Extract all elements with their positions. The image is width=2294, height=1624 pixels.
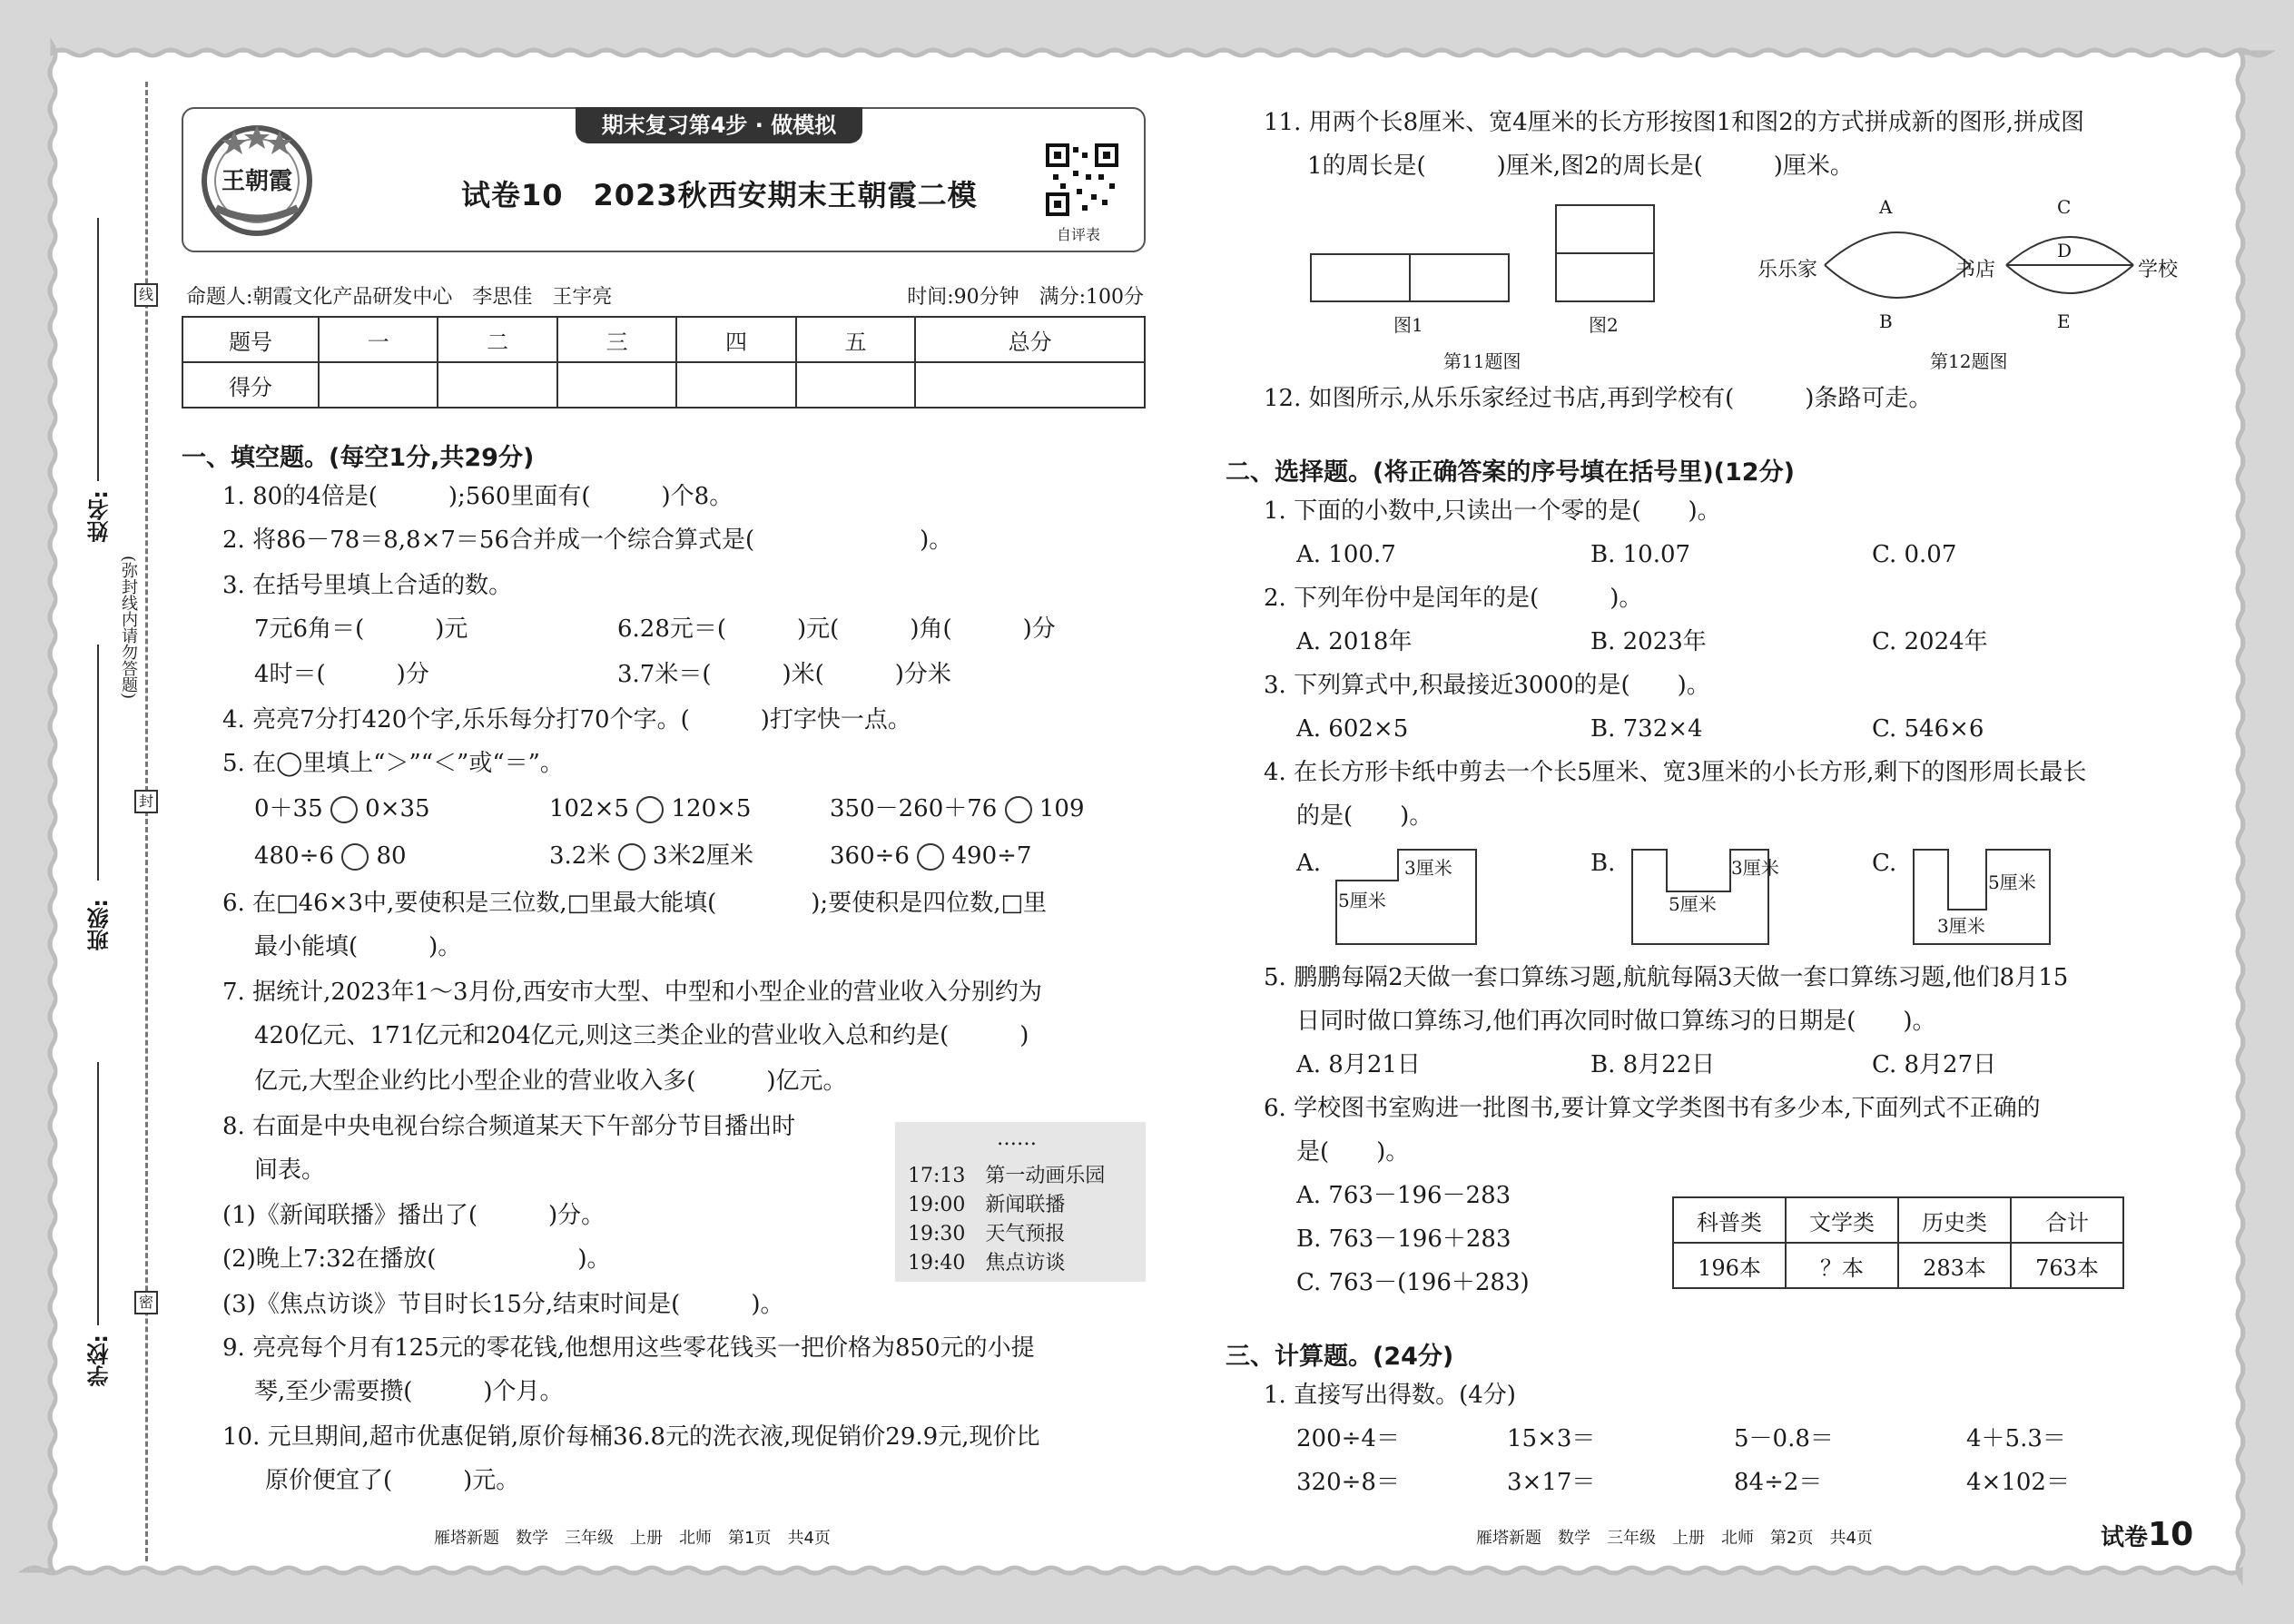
class-label: 班级:	[87, 899, 113, 951]
question-7a: 7. 据统计,2023年1～3月份,西安市大型、中型和小型企业的营业收入分别约为	[222, 979, 1042, 1006]
map-home: 乐乐家	[1757, 259, 1818, 281]
schedule-time: 19:00	[908, 1194, 966, 1216]
score-header: 五	[796, 317, 915, 362]
choice-6b: 是( )。	[1296, 1138, 1410, 1166]
books-value: 196本	[1673, 1243, 1786, 1288]
calc-item: 15×3＝	[1507, 1425, 1596, 1452]
choice-6-option-b[interactable]: B. 763－196＋283	[1296, 1225, 1511, 1253]
books-header: 合计	[2011, 1197, 2123, 1243]
header-tab: 期末复习第4步 · 做模拟	[576, 107, 862, 143]
schedule-name: 焦点访谈	[985, 1252, 1066, 1275]
score-row-label: 得分	[182, 362, 319, 408]
question-6b: 最小能填( )。	[254, 933, 462, 960]
choice-4-option-c[interactable]: C.	[1872, 850, 1897, 877]
qr-code-icon[interactable]	[1046, 143, 1118, 216]
paper-number	[2101, 1516, 2193, 1553]
schedule-row	[908, 1189, 1065, 1217]
question-11a: 11. 用两个长8厘米、宽4厘米的长方形按图1和图2的方式拼成新的图形,拼成图	[1264, 109, 2085, 136]
books-header: 文学类	[1786, 1197, 1898, 1243]
choice-4a: 4. 在长方形卡纸中剪去一个长5厘米、宽3厘米的小长方形,剩下的图形周长最长	[1264, 759, 2087, 786]
question-3: 3. 在括号里填上合适的数。	[222, 572, 513, 599]
schedule-time: 19:30	[908, 1223, 966, 1245]
map-e: E	[2057, 310, 2071, 332]
compare-left: 102×5	[549, 795, 629, 822]
question-12: 12. 如图所示,从乐乐家经过书店,再到学校有( )条路可走。	[1264, 385, 1933, 412]
footer-left: 雁塔新题 数学 三年级 上册 北师 第1页 共4页	[434, 1529, 831, 1548]
binding-mark-seal: 封	[134, 790, 158, 813]
schedule-row	[908, 1218, 1065, 1246]
shape-c-label-5: 5厘米	[1988, 871, 2036, 893]
question-10b: 原价便宜了( )元。	[265, 1467, 520, 1494]
choice-5-option-c[interactable]: C. 8月27日	[1872, 1051, 1997, 1078]
compare-right: 109	[1039, 795, 1085, 822]
question-3c: 4时＝( )分	[254, 661, 429, 688]
compare-circle[interactable]	[341, 843, 369, 871]
figure-11	[1307, 202, 1816, 383]
choice-4-option-a[interactable]: A.	[1296, 850, 1322, 877]
shape-a-label-5: 5厘米	[1338, 890, 1386, 911]
fig12-caption: 第12题图	[1930, 350, 2008, 372]
compare-3	[830, 795, 1085, 823]
choice-5-option-b[interactable]: B. 8月22日	[1590, 1051, 1716, 1078]
compare-circle[interactable]	[1005, 796, 1032, 823]
calc-item: 84÷2＝	[1734, 1469, 1823, 1496]
choice-2a[interactable]: A. 2018年	[1296, 628, 1413, 655]
calc-item: 3×17＝	[1507, 1469, 1596, 1496]
authors: 命题人:朝霞文化产品研发中心 李思佳 王宇亮	[186, 286, 613, 309]
calc-item: 320÷8＝	[1296, 1469, 1400, 1496]
choice-6a: 6. 学校图书室购进一批图书,要计算文学类图书有多少本,下面列式不正确的	[1264, 1095, 2041, 1122]
figure-12-paths-2	[1997, 200, 2161, 327]
class-field-line[interactable]	[97, 645, 99, 881]
schedule-name: 第一动画乐园	[985, 1165, 1106, 1187]
binding-mark-line: 线	[134, 283, 158, 307]
calc-instruction: 1. 直接写出得数。(4分)	[1264, 1382, 1516, 1409]
score-cell[interactable]	[915, 362, 1145, 408]
choice-1c[interactable]: C. 0.07	[1872, 541, 1957, 568]
map-c: C	[2057, 196, 2072, 218]
choice-3a[interactable]: A. 602×5	[1296, 715, 1409, 743]
question-9a: 9. 亮亮每个月有125元的零花钱,他想用这些零花钱买一把价格为850元的小提	[222, 1334, 1035, 1362]
compare-6	[830, 842, 1031, 871]
score-cell[interactable]	[557, 362, 676, 408]
choice-6-option-c[interactable]: C. 763－(196＋283)	[1296, 1269, 1530, 1296]
schedule-name: 天气预报	[985, 1223, 1066, 1245]
compare-4	[254, 842, 407, 871]
compare-right: 80	[376, 842, 407, 870]
section-3-title: 三、计算题。(24分)	[1226, 1343, 1454, 1371]
paper-label: 试卷	[2101, 1524, 2149, 1551]
question-5: 5. 在◯里填上“＞”“＜”或“＝”。	[222, 750, 564, 777]
books-table	[1672, 1196, 2124, 1289]
school-field-line[interactable]	[97, 1062, 99, 1325]
header-box	[182, 107, 1146, 252]
program-schedule	[895, 1122, 1146, 1282]
section-2-title: 二、选择题。(将正确答案的序号填在括号里)(12分)	[1226, 458, 1795, 487]
logo-emblem	[198, 122, 316, 240]
compare-right: 490÷7	[951, 842, 1032, 870]
choice-5a: 5. 鹏鹏每隔2天做一套口算练习题,航航每隔3天做一套口算练习题,他们8月15	[1264, 964, 2069, 991]
section-1-title: 一、填空题。(每空1分,共29分)	[182, 444, 535, 472]
books-value-row	[1673, 1243, 2123, 1288]
map-store: 书店	[1955, 259, 1996, 281]
question-8e: (3)《焦点访谈》节目时长15分,结束时间是( )。	[222, 1291, 784, 1318]
path-b	[1825, 265, 1970, 298]
choice-1: 1. 下面的小数中,只读出一个零的是( )。	[1264, 497, 1721, 525]
choice-4-option-b[interactable]: B.	[1590, 850, 1616, 877]
question-11b: 1的周长是( )厘米,图2的周长是( )厘米。	[1307, 153, 1854, 180]
score-header: 四	[676, 317, 795, 362]
books-value: ？本	[1786, 1243, 1898, 1288]
shape-c-label-3: 3厘米	[1937, 915, 1985, 937]
schedule-time: 17:13	[908, 1165, 966, 1187]
schedule-dots: ……	[997, 1127, 1037, 1150]
choice-6-option-a[interactable]: A. 763－196－283	[1296, 1182, 1511, 1209]
choice-2b[interactable]: B. 2023年	[1590, 628, 1707, 655]
question-7c: 亿元,大型企业约比小型企业的营业收入多( )亿元。	[254, 1068, 847, 1095]
compare-left: 480÷6	[254, 842, 334, 870]
map-d: D	[2057, 240, 2072, 261]
choice-5-option-a[interactable]: A. 8月21日	[1296, 1051, 1421, 1078]
path-e	[2006, 265, 2133, 293]
compare-circle[interactable]	[917, 843, 944, 871]
question-3d: 3.7米＝( )米( )分米	[617, 661, 951, 688]
question-9b: 琴,至少需要攒( )个月。	[254, 1378, 564, 1405]
map-school: 学校	[2138, 259, 2179, 281]
calc-item: 200÷4＝	[1296, 1425, 1400, 1452]
compare-right: 0×35	[365, 795, 430, 822]
choice-4b: 的是( )。	[1296, 802, 1433, 830]
logo-text: 王朝霞	[221, 168, 293, 195]
schedule-row	[908, 1160, 1105, 1188]
question-7b: 420亿元、171亿元和204亿元,则这三类企业的营业收入总和约是( )	[254, 1022, 1029, 1049]
score-header: 总分	[915, 317, 1145, 362]
question-3a: 7元6角＝( )元	[254, 615, 468, 643]
books-header: 历史类	[1898, 1197, 2011, 1243]
score-header: 二	[438, 317, 556, 362]
question-4: 4. 亮亮7分打420个字,乐乐每分打70个字。( )打字快一点。	[222, 706, 911, 733]
question-8a: 8. 右面是中央电视台综合频道某天下午部分节目播出时	[222, 1113, 796, 1140]
score-cell[interactable]	[438, 362, 556, 408]
score-header: 三	[557, 317, 676, 362]
shape-a-label-3: 3厘米	[1404, 857, 1452, 879]
schedule-name: 新闻联播	[985, 1194, 1066, 1216]
books-value: 763本	[2011, 1243, 2123, 1288]
score-table	[182, 316, 1146, 408]
binding-note: (弥封线内请勿答题)	[119, 556, 138, 700]
choice-3: 3. 下列算式中,积最接近3000的是( )。	[1264, 672, 1710, 699]
name-label: 姓名:	[87, 490, 113, 543]
name-field-line[interactable]	[97, 218, 99, 481]
compare-circle[interactable]	[330, 796, 358, 823]
compare-circle[interactable]	[636, 796, 664, 823]
books-value: 283本	[1898, 1243, 2011, 1288]
meta-row	[186, 281, 1144, 310]
footer-right: 雁塔新题 数学 三年级 上册 北师 第2页 共4页	[1476, 1529, 1873, 1548]
question-8b: 间表。	[254, 1156, 326, 1184]
paper-no: 10	[2148, 1516, 2194, 1553]
question-10a: 10. 元旦期间,超市优惠促销,原价每桶36.8元的洗衣液,现促销价29.9元,现价比	[222, 1423, 1040, 1451]
score-header-row	[182, 317, 1145, 362]
score-cell[interactable]	[796, 362, 915, 408]
compare-5	[549, 842, 753, 871]
score-cell[interactable]	[676, 362, 795, 408]
shape-b-label-5: 5厘米	[1669, 893, 1717, 915]
compare-left: 0＋35	[254, 795, 323, 822]
choice-1b[interactable]: B. 10.07	[1590, 541, 1691, 568]
calc-item: 4×102＝	[1966, 1469, 2070, 1496]
score-cell[interactable]	[319, 362, 438, 408]
fig2-label: 图2	[1589, 314, 1619, 336]
compare-circle[interactable]	[618, 843, 645, 871]
question-3b: 6.28元＝( )元( )角( )分	[617, 615, 1056, 643]
fig1-label: 图1	[1393, 314, 1423, 336]
books-header: 科普类	[1673, 1197, 1786, 1243]
shape-b-label-3: 3厘米	[1731, 857, 1779, 879]
choice-3c[interactable]: C. 546×6	[1872, 715, 1984, 743]
calc-item: 5－0.8＝	[1734, 1425, 1834, 1452]
calc-item: 4＋5.3＝	[1966, 1425, 2066, 1452]
question-8c: (1)《新闻联播》播出了( )分。	[222, 1202, 605, 1229]
score-row	[182, 362, 1145, 408]
compare-right: 120×5	[671, 795, 752, 822]
question-1: 1. 80的4倍是( );560里面有( )个8。	[222, 483, 733, 510]
choice-3b[interactable]: B. 732×4	[1590, 715, 1703, 743]
page-title: 试卷10 2023秋西安期末王朝霞二模	[461, 178, 978, 212]
compare-1	[254, 795, 430, 823]
binding-mark-secret: 密	[134, 1291, 158, 1314]
books-header-row	[1673, 1197, 2123, 1243]
schedule-time: 19:40	[908, 1252, 966, 1275]
question-6a: 6. 在□46×3中,要使积是三位数,□里最大能填( );要使积是四位数,□里	[222, 890, 1048, 917]
school-label: 学校:	[87, 1334, 113, 1387]
choice-2: 2. 下列年份中是闰年的是( )。	[1264, 585, 1643, 612]
map-a: A	[1879, 196, 1893, 218]
compare-left: 350－260＋76	[830, 795, 998, 822]
choice-5b: 日同时做口算练习,他们再次同时做口算练习的日期是( )。	[1296, 1008, 1936, 1035]
choice-2c[interactable]: C. 2024年	[1872, 628, 1988, 655]
choice-1a[interactable]: A. 100.7	[1296, 541, 1396, 568]
map-b: B	[1879, 310, 1893, 332]
schedule-row	[908, 1247, 1065, 1275]
time-score: 时间:90分钟 满分:100分	[907, 286, 1144, 309]
fig11-caption: 第11题图	[1443, 350, 1521, 372]
compare-2	[549, 795, 751, 823]
score-header: 题号	[182, 317, 319, 362]
question-8d: (2)晚上7:32在播放( )。	[222, 1245, 611, 1273]
compare-right: 3米2厘米	[652, 842, 753, 870]
qr-label: 自评表	[1057, 226, 1101, 243]
path-a	[1825, 232, 1970, 265]
question-2: 2. 将86－78＝8,8×7＝56合并成一个综合算式是( )。	[222, 527, 953, 554]
score-header: 一	[319, 317, 438, 362]
compare-left: 3.2米	[549, 842, 611, 870]
compare-left: 360÷6	[830, 842, 910, 870]
